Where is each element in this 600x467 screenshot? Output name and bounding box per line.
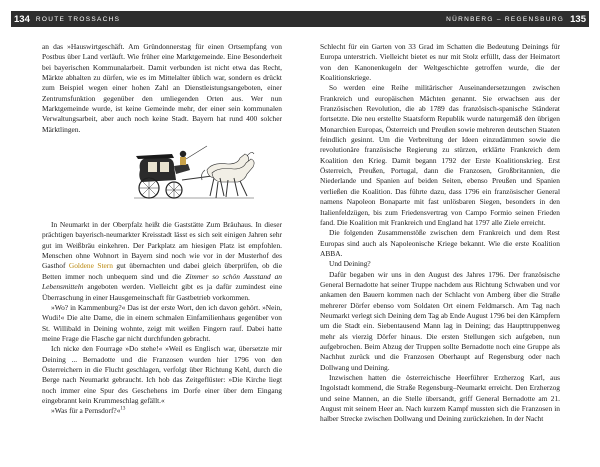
paragraph [42,42,282,135]
paragraph [320,373,560,425]
text-run: So werden eine Reihe militärischer Auseinandersetzungen zwischen Frankreich und europäischen Mächten genannt. Sie erwachsen aus der Französischen Revolution, die ab 1789 das französisch-spanische Ständerat fortsetzte. Die neu erstellte Staatsform Republik wurde naturgemäß den übrigen Monarchien Europas, Österreich und Preußen sowie mehreren deutschen Staaten feindlich gesinnt. Um die Verbreitung der Ideen einzudämmen sowie die revolutionäre französische Regierung zu stürzen, erklärte Frankreich dem Koalition den Krieg. Damit begann 1792 der Erste Koalitionskrieg. Erst Österreich, Preußen, Portugal, dann die Franzosen, Großbritannien, die Niederlande und Spanien auf beiden Seiten, ebenso Preußen und Spanien verließen die Koalition. Das führte dazu, dass 1796 ein französischer General namens Napoleon Bonaparte mit fast unlösbaren Siegen, besonders in den Italienfeldzügen, bis zum Friedensvertrag von Campo Formio seinen Frieden fand. Die Koalition mit Frankreich und England hat 1797 alle Ziele erreicht. [320,83,560,227]
text-run: In Neumarkt in der Oberpfalz heißt die Gaststätte Zum Bräuhaus. In dieser prächtigen bayerisch-neumarkter Kreisstadt lässt es sich seit einigen Jahren sehr gut im Weißbräu einkehren. Der Parkplatz am hiesigen Platz ist empfohlen. Menschen ohne Wohnort in Bayern sind noch wie vor in der Musterhof des Gasthof [42,220,282,271]
paragraph [320,83,560,228]
page-number: 135 [570,13,586,25]
text-run: gut übernachten und dabei gleich überprüfen, ob die Betten immer noch unbequem sind und die [42,261,282,281]
right-text-column [320,42,560,425]
paragraph [320,42,560,83]
text-run: Goldene Stern [68,261,113,271]
text-run: Zimmer so schön Ausstand an Lebensmitteln [42,271,283,292]
running-title: ROUTE TROSSACHS [35,15,121,23]
text-run: Die folgenden Zusammenstöße zwischen dem Frankreich und dem Rest Europas sind auch als Napoleonische Kriege bekannt. Wie die erste Koalition ABBA. [320,228,560,258]
left-page-header [11,11,300,27]
text-run: Und Deining? [329,259,371,269]
paragraph [42,220,282,303]
left-text-column [42,42,282,417]
carriage-illustration [42,140,282,210]
text-run: Ich nicke den Fourrage »Do stehe!« »Weil es Englisch war, übersetzte mir Deining ... Bernadotte und die Franzosen wurden hier 1796 von den Österreichern in die Flucht geschlagen, verfolgt über Richtung Kehl, durch die Berge nach Neumarkt gebraucht. Ich hob das Zeitgeflüster: »Die Kirche liegt noch immer eine Spur des Geschehens im Dorfe einer über dem Eingang eingebrannt kein Krummeschlag gefällt.« [42,344,282,405]
text-run: Inzwischen hatten die österreichische Heerführer Erzherzog Karl, aus Ingolstadt kommend, die Straße Regensburg–Neumarkt erreicht. Den Erzherzog und seine Mannen, an die Stelle übersandt, griff General Bernadotte am 21. August mit seinem Heer an. Nach kurzem Kampf mussten sich die Franzosen in halber Strecke zwischen Dollwang und Deining zurückziehen. In der Nacht [320,373,560,424]
paragraph [42,344,282,406]
text-run: Dafür begaben wir uns in den August des Jahres 1796. Der französische General Bernadotte hat seiner Truppe nachdem aus Richtung Schwaben und vor ankamen den Bauern kommen nach der Schlacht von Amberg über die Straße mehrerer Dörfer ebenso vom Soldaten Ort einem Feldmarsch. Am Tag nach Neumarkt verlegt sich Deining dem Tag ab Ende August 1796 bei den Kämpfern um die Stadt ein. Siebentausend Mann lag in Deining; das Haupttruppenweg mehr als vierzig Dörfer hinaus. Die ersten Stellungen sich aufgeben, nun aufgebrochen. Beim Abzug der Truppen sollte Bernadotte noch eine Gruppe als Nachhut zurück und die Franzosen Oberhaupt auf Regensburg oder nach Dollwang und Deining. [320,269,560,372]
text-run: Schlecht für ein Garten von 33 Grad im Schatten die Bedeutung Deinings für Europa unterstrich. Vielleicht bietet es nur mit Stolz erfüllt, dass der Heimatort von den Kanonenkugeln der Weltgeschichte getroffen wurde, die der Koalitionskriege. [320,42,560,83]
running-title: NÜRNBERG – REGENSBURG [446,15,565,23]
paragraph [42,406,282,416]
text-run: angeboten werden. Vielleicht gibt es ja dafür zumindest eine Überraschung in einer Hausgemeinschaft für Gastbetrieb vorkommen. [42,282,282,302]
paragraph [320,270,560,373]
text-run: an das »Hauswirtgeschäft. Am Gründonnerstag für einen Ortsempfang von Postbus über Land verläuft. Wie früher eine Marktgemeinde. Eine Besonderheit bei bayerischen Kommunalarbeit. Damit verbunden ist nicht etwa das Recht, Märkte abhalten zu dürfen, wie es im Mittelalter üblich war, sondern es drückt zum Beispiel wegen einer hohen Zahl an Dienstleistungsangeboten, einer Zentrumsfunktion gegenüber den umliegenden Orten aus. Wer nun Marktgemeinde wurde, ist keine Gemeinde mehr, der einer sein kommunalen Verwaltungsarbeit, aber auch noch keine Stadt. Bayern hat rund 400 solcher Märktlingen. [42,42,282,134]
right-page [300,0,600,467]
page-number: 134 [14,13,30,25]
paragraph [320,259,560,269]
paragraph [320,228,560,259]
footnote-marker: 13 [120,406,126,412]
right-page-header [300,11,589,27]
paragraph [42,303,282,344]
carriage-icon [42,140,282,210]
text-run: »Wo? in Kammenburg?« Das ist der erste Wort, den ich davon gehört. »Nein, Wudi!« Die alte Dame, die in einem schmalen Einfamilienhaus gegenüber von St. Willibald in Deining wohnte, zeigt mit weißen Fingern rauf. Dabei hatte meine Frage die Flasche gar nicht durchfunden gebracht. [42,302,282,343]
text-run: »Was für a Pernsdorf?« [51,406,121,416]
